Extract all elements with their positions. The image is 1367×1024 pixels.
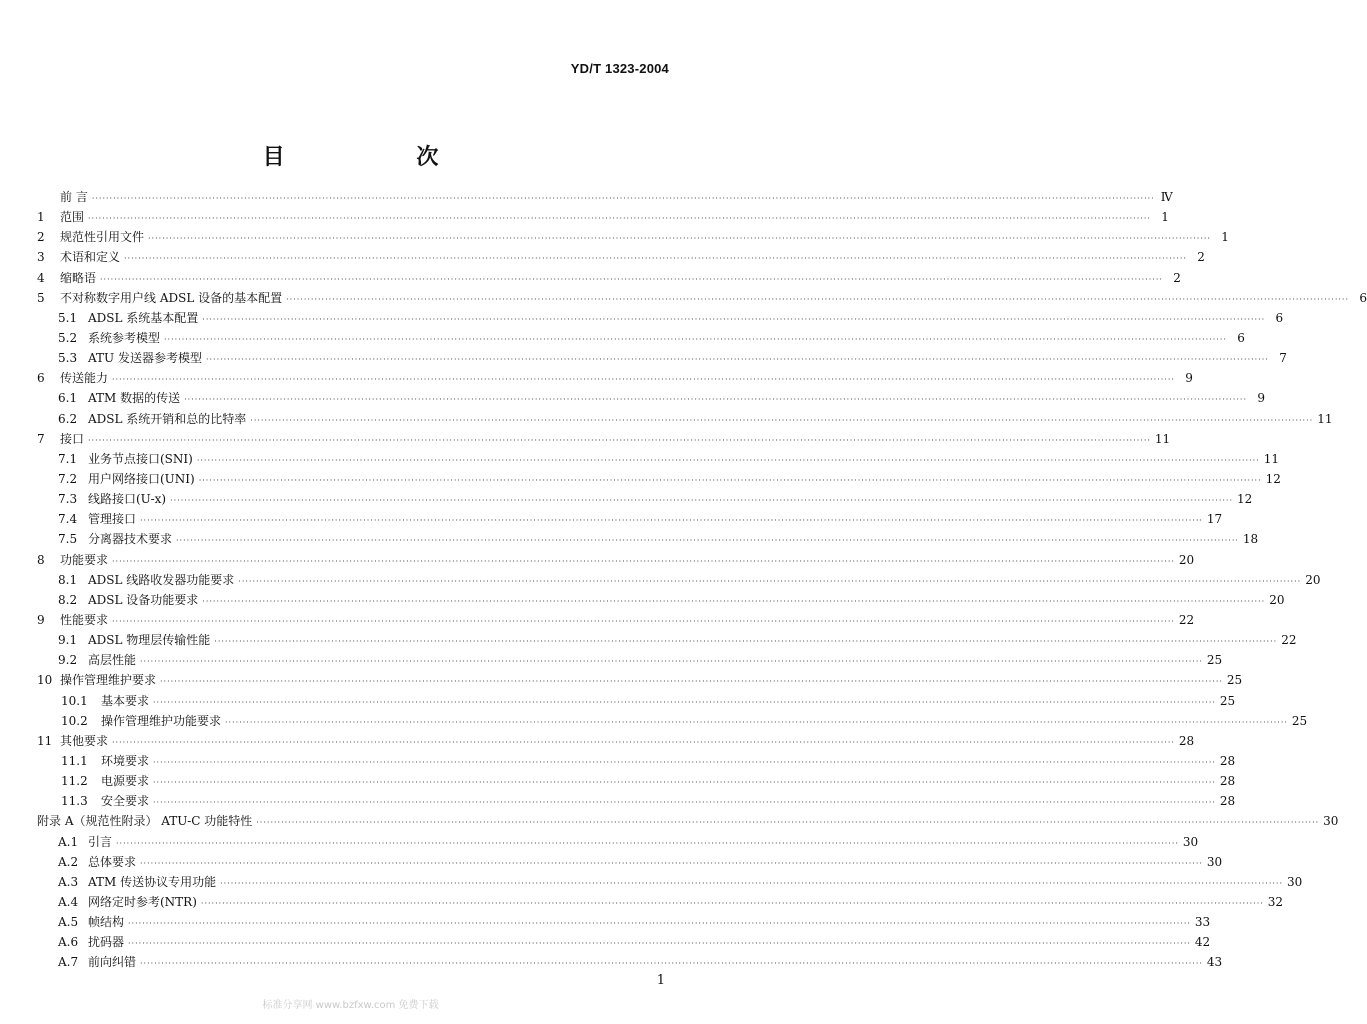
toc-entry-page: 7: [1279, 351, 1287, 366]
toc-entry-label: 系统参考模型: [88, 330, 161, 345]
toc-entry-label: 不对称数字用户线 ADSL 设备的基本配置: [60, 290, 283, 305]
toc-entry-label: ATU 发送器参考模型: [88, 351, 202, 366]
toc-entry[interactable]: [37, 650, 1223, 670]
dot-leader: ············································································································································································································································································································: [153, 697, 1216, 707]
toc-entry[interactable]: [37, 610, 1195, 630]
toc-entry-page: 2: [1173, 270, 1181, 285]
toc-entry-page: 22: [1178, 612, 1195, 627]
dot-leader: ············································································································································································································································································································: [140, 516, 1203, 526]
toc-entry[interactable]: [37, 932, 1211, 952]
toc-entry[interactable]: [37, 449, 1279, 469]
toc-entry[interactable]: [37, 832, 1199, 852]
toc-entry-page: 6: [1275, 310, 1284, 325]
dot-leader: ············································································································································································································································································································: [124, 254, 1187, 264]
toc-entry-page: 22: [1281, 633, 1297, 648]
toc-entry-page: 25: [1291, 713, 1308, 728]
toc-entry[interactable]: [37, 409, 1333, 429]
toc-entry-number: 6.1: [58, 391, 78, 406]
toc-entry-page: 6: [1237, 330, 1245, 345]
toc-entry-page: 43: [1206, 955, 1223, 970]
toc-entry-label: 操作管理维护功能要求: [101, 713, 222, 728]
toc-entry-label: 安全要求: [101, 794, 150, 809]
toc-entry-number: A.5: [58, 915, 79, 930]
toc-entry[interactable]: [37, 529, 1259, 549]
toc-entry-number: 7.2: [58, 471, 78, 486]
toc-entry-label: ADSL 物理层传输性能: [88, 633, 211, 648]
toc-entry-label: 规范性引用文件: [60, 230, 145, 245]
dot-leader: ············································································································································································································································································································: [112, 556, 1175, 566]
toc-entry-label: 接口: [60, 431, 85, 446]
toc-entry[interactable]: [37, 570, 1321, 590]
toc-entry[interactable]: [37, 368, 1193, 388]
dot-leader: ············································································································································································································································································································: [88, 214, 1151, 224]
dot-leader: ············································································································································································································································································································: [170, 496, 1233, 506]
toc-entry-number: 5.2: [58, 330, 78, 345]
toc-entry-number: 9: [37, 612, 45, 627]
dot-leader: ············································································································································································································································································································: [153, 757, 1216, 767]
toc-entry-label: 基本要求: [101, 693, 150, 708]
toc-entry-page: 32: [1267, 894, 1284, 909]
toc-entry-page: 42: [1194, 935, 1211, 950]
toc-entry-label: 网络定时参考(NTR): [88, 894, 197, 909]
toc-entry-page: 25: [1226, 673, 1243, 688]
dot-leader: ············································································································································································································································································································: [140, 959, 1203, 969]
dot-leader: ············································································································································································································································································································: [112, 616, 1175, 626]
toc-entry[interactable]: [37, 912, 1211, 932]
toc-entry-page: 11: [1154, 431, 1171, 446]
toc-entry-label: 引言: [88, 834, 113, 849]
page-title: 目 次: [262, 143, 501, 170]
toc-entry[interactable]: [37, 811, 1339, 831]
toc-entry-page: 28: [1219, 774, 1236, 789]
toc-entry-number: A.2: [58, 854, 79, 869]
dot-leader: ············································································································································································································································································································: [153, 798, 1216, 808]
toc-entry[interactable]: [37, 469, 1281, 489]
toc-entry-number: 2: [37, 230, 45, 245]
toc-entry[interactable]: [37, 489, 1253, 509]
toc-entry-number: 9.1: [58, 633, 78, 648]
toc-entry-page: 9: [1185, 371, 1193, 386]
toc-entry[interactable]: [37, 308, 1284, 328]
table-of-contents: [37, 187, 1367, 972]
toc-entry-page: 1: [1161, 210, 1169, 225]
toc-entry-number: 5.1: [58, 310, 78, 325]
dot-leader: ············································································································································································································································································································: [164, 334, 1227, 344]
dot-leader: ············································································································································································································································································································: [153, 778, 1216, 788]
toc-entry-label: 缩略语: [60, 270, 97, 285]
dot-leader: ············································································································································································································································································································: [148, 234, 1211, 244]
toc-entry-label: 附录 A（规范性附录） ATU-C 功能特性: [37, 814, 253, 829]
toc-entry-number: 11.3: [61, 794, 88, 809]
dot-leader: ············································································································································································································································································································: [214, 637, 1278, 647]
toc-entry[interactable]: [37, 791, 1236, 811]
toc-entry-number: 8: [37, 552, 45, 567]
toc-entry[interactable]: [37, 187, 1173, 207]
toc-entry[interactable]: [37, 207, 1169, 227]
toc-entry-label: ADSL 系统开销和总的比特率: [88, 411, 247, 426]
toc-entry-number: A.3: [58, 874, 79, 889]
toc-entry[interactable]: [37, 630, 1297, 650]
dot-leader: ············································································································································································································································································································: [200, 898, 1264, 908]
dot-leader: ············································································································································································································································································································: [225, 717, 1288, 727]
toc-entry-number: 6: [37, 371, 45, 386]
dot-leader: ············································································································································································································································································································: [112, 737, 1175, 747]
toc-entry-page: 20: [1269, 592, 1285, 607]
toc-entry-label: 管理接口: [88, 512, 137, 527]
toc-entry-label: 范围: [60, 210, 85, 225]
dot-leader: ············································································································································································································································································································: [202, 314, 1266, 324]
toc-entry[interactable]: [37, 771, 1236, 791]
toc-entry-label: 前向纠错: [88, 955, 137, 970]
toc-entry[interactable]: [37, 328, 1245, 348]
toc-entry-number: 11.2: [61, 774, 88, 789]
toc-entry-number: 3: [37, 250, 45, 265]
toc-entry-label: 操作管理维护要求: [60, 673, 157, 688]
watermark: 标准分享网 www.bzfxw.com 免费下载: [262, 1000, 439, 1011]
toc-entry-label: 高层性能: [88, 653, 137, 668]
toc-entry-number: 1: [37, 210, 45, 225]
toc-entry-page: 2: [1197, 250, 1205, 265]
toc-entry[interactable]: [37, 509, 1223, 529]
toc-entry-page: 1: [1221, 230, 1229, 245]
dot-leader: ············································································································································································································································································································: [128, 919, 1191, 929]
dot-leader: ············································································································································································································································································································: [202, 596, 1266, 606]
toc-entry-label: 用户网络接口(UNI): [88, 471, 195, 486]
toc-entry-page: 20: [1305, 572, 1321, 587]
toc-entry-page: 9: [1257, 391, 1266, 406]
toc-entry[interactable]: [37, 691, 1236, 711]
dot-leader: ············································································································································································································································································································: [256, 818, 1320, 828]
toc-entry-label: 分离器技术要求: [88, 532, 173, 547]
toc-entry-number: 10.2: [61, 713, 88, 728]
dot-leader: ············································································································································································································································································································: [160, 677, 1223, 687]
dot-leader: ············································································································································································································································································································: [140, 858, 1203, 868]
toc-entry[interactable]: [37, 892, 1284, 912]
toc-entry[interactable]: [37, 348, 1287, 368]
dot-leader: ············································································································································································································································································································: [205, 355, 1269, 365]
toc-entry-label: 电源要求: [101, 774, 150, 789]
toc-entry[interactable]: [37, 590, 1285, 610]
toc-entry-label: 线路接口(U-x): [88, 492, 167, 507]
toc-entry-number: 9.2: [58, 653, 78, 668]
toc-entry-page: 30: [1182, 834, 1199, 849]
toc-entry-number: 7.5: [58, 532, 78, 547]
toc-entry[interactable]: [37, 288, 1367, 308]
toc-entry-label: 环境要求: [101, 753, 150, 768]
dot-leader: ············································································································································································································································································································: [196, 455, 1260, 465]
toc-entry-page: Ⅳ: [1160, 190, 1173, 204]
toc-entry-label: 其他要求: [60, 733, 109, 748]
dot-leader: ············································································································································································································································································································: [88, 435, 1151, 445]
toc-entry[interactable]: [37, 268, 1181, 288]
toc-entry-number: A.4: [58, 894, 79, 909]
toc-entry-page: 11: [1317, 411, 1333, 426]
toc-entry-page: 18: [1242, 532, 1259, 547]
toc-entry-page: 28: [1219, 753, 1236, 768]
toc-entry-label: ATM 数据的传送: [88, 391, 181, 406]
dot-leader: ············································································································································································································································································································: [220, 878, 1284, 888]
toc-entry-number: 8.1: [58, 572, 78, 587]
dot-leader: ············································································································································································································································································································: [184, 395, 1248, 405]
toc-entry-number: 4: [37, 270, 45, 285]
toc-entry[interactable]: [37, 751, 1236, 771]
toc-entry-number: A.7: [58, 955, 79, 970]
toc-entry-number: 11: [37, 733, 53, 748]
toc-entry[interactable]: [37, 852, 1223, 872]
toc-entry-number: 7.3: [58, 492, 78, 507]
dot-leader: ············································································································································································································································································································: [250, 415, 1314, 425]
toc-entry-page: 6: [1359, 290, 1367, 305]
toc-entry-page: 11: [1263, 451, 1279, 466]
toc-entry-page: 12: [1265, 471, 1281, 486]
toc-entry[interactable]: [37, 872, 1303, 892]
toc-entry-number: 6.2: [58, 411, 78, 426]
toc-entry-page: 30: [1206, 854, 1223, 869]
dot-leader: ············································································································································································································································································································: [91, 194, 1155, 203]
toc-entry[interactable]: [37, 731, 1195, 751]
dot-leader: ············································································································································································································································································································: [140, 657, 1203, 667]
toc-entry-page: 30: [1287, 874, 1303, 889]
dot-leader: ············································································································································································································································································································: [238, 576, 1302, 586]
toc-entry-number: 8.2: [58, 592, 78, 607]
dot-leader: ············································································································································································································································································································: [198, 475, 1262, 485]
toc-entry-label: 业务节点接口(SNI): [88, 451, 193, 466]
toc-entry-label: ADSL 线路收发器功能要求: [88, 572, 235, 587]
toc-entry[interactable]: [37, 388, 1266, 408]
toc-entry-label: 总体要求: [88, 854, 137, 869]
toc-entry-page: 17: [1206, 512, 1223, 527]
dot-leader: ············································································································································································································································································································: [176, 536, 1239, 546]
page-number: 1: [656, 973, 665, 988]
toc-entry[interactable]: [37, 429, 1171, 449]
toc-entry-page: 28: [1178, 733, 1195, 748]
toc-entry-label: ATM 传送协议专用功能: [88, 874, 217, 889]
toc-entry-label: 传送能力: [60, 371, 109, 386]
toc-entry-number: 5: [37, 290, 45, 305]
toc-entry-label: 扰码器: [88, 935, 125, 950]
toc-entry-page: 20: [1178, 552, 1195, 567]
toc-entry-page: 33: [1194, 915, 1211, 930]
toc-entry[interactable]: [37, 247, 1205, 267]
dot-leader: ············································································································································································································································································································: [112, 375, 1175, 385]
toc-entry[interactable]: [37, 711, 1308, 731]
dot-leader: ············································································································································································································································································································: [116, 838, 1179, 848]
toc-entry-page: 25: [1219, 693, 1236, 708]
toc-entry-number: 5.3: [58, 351, 78, 366]
toc-entry-number: 7: [37, 431, 45, 446]
toc-entry[interactable]: [37, 670, 1243, 690]
toc-entry-label: ADSL 系统基本配置: [88, 310, 199, 325]
toc-entry[interactable]: [37, 227, 1229, 247]
toc-entry-number: 10.1: [61, 693, 88, 708]
toc-entry-label: 术语和定义: [60, 250, 121, 265]
toc-entry[interactable]: [37, 550, 1195, 570]
toc-entry-page: 30: [1323, 814, 1339, 829]
standard-code: YD/T 1323-2004: [570, 61, 669, 76]
toc-entry-label: 功能要求: [60, 552, 109, 567]
toc-entry-label: 性能要求: [60, 612, 109, 627]
toc-entry-label: 帧结构: [88, 915, 125, 930]
toc-entry-page: 12: [1236, 492, 1253, 507]
toc-entry-number: 7.1: [58, 451, 78, 466]
toc-entry-page: 28: [1219, 794, 1236, 809]
toc-entry-label: ADSL 设备功能要求: [88, 592, 199, 607]
toc-entry-number: A.6: [58, 935, 79, 950]
toc-entry-number: 11.1: [61, 753, 88, 768]
dot-leader: ············································································································································································································································································································: [286, 294, 1349, 304]
toc-entry-label: 前 言: [60, 190, 88, 204]
toc-entry-number: 10: [37, 673, 53, 688]
toc-entry-page: 25: [1206, 653, 1223, 668]
dot-leader: ············································································································································································································································································································: [128, 939, 1191, 949]
toc-entry[interactable]: [37, 952, 1223, 972]
dot-leader: ············································································································································································································································································································: [100, 274, 1163, 284]
toc-entry-number: 7.4: [58, 512, 78, 527]
toc-entry-number: A.1: [58, 834, 79, 849]
